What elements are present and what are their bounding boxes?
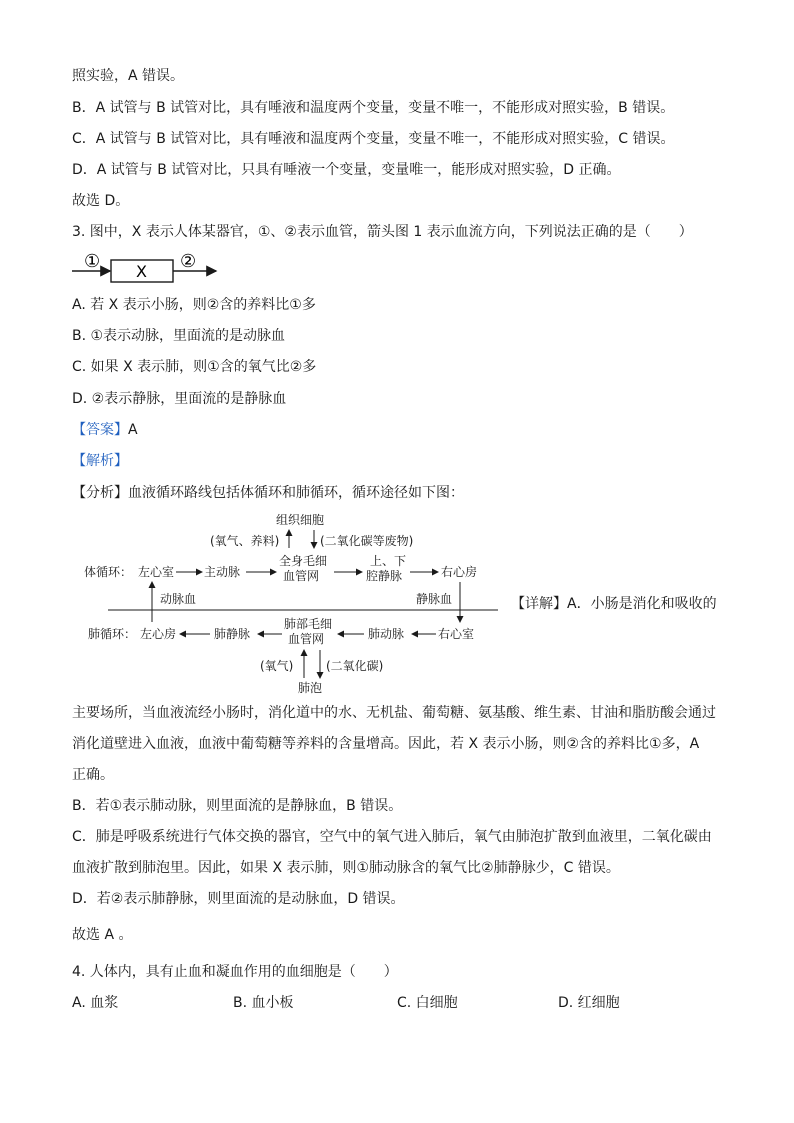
- text-line: 照实验，A 错误。: [72, 68, 185, 84]
- text-line: D．若②表示肺静脉，则里面流的是动脉血，D 错误。: [72, 891, 405, 907]
- text-line: B．若①表示肺动脉，则里面流的是静脉血，B 错误。: [72, 798, 403, 814]
- option-c: C. 如果 X 表示肺，则①含的氧气比②多: [72, 359, 317, 375]
- pulmonary-circulation-label: 肺循环：: [88, 627, 137, 641]
- question-4-stem: 4. 人体内，具有止血和凝血作用的血细胞是（ ）: [72, 964, 398, 980]
- q4-option-b: B. 血小板: [233, 995, 294, 1011]
- detail-first: A．小肠是消化和吸收的: [567, 596, 717, 612]
- q4-option-a: A. 血浆: [72, 995, 119, 1011]
- right-ventricle-label: 右心室: [438, 627, 475, 641]
- oxygen-nutrients-label: (氧气、养料): [210, 534, 280, 548]
- text-line: C．A 试管与 B 试管对比，具有唾液和温度两个变量，变量不唯一，不能形成对照实验，C 错误。: [72, 131, 675, 147]
- organ-x-label: X: [136, 262, 147, 281]
- text-line: 血液扩散到肺泡里。因此，如果 X 表示肺，则①肺动脉含的氧气比②肺静脉少，C 错误。: [72, 860, 620, 876]
- detail-tag: 【详解】: [511, 596, 567, 612]
- left-atrium-label: 左心房: [140, 627, 177, 641]
- explanation-tag: 【解析】: [72, 453, 128, 469]
- co2-label: (二氧化碳): [326, 659, 384, 673]
- systemic-circulation-label: 体循环：: [84, 565, 133, 579]
- option-d: D. ②表示静脉，里面流的是静脉血: [72, 391, 287, 407]
- venae-cavae-label-2: 腔静脉: [366, 569, 403, 583]
- q4-option-c: C. 白细胞: [397, 995, 458, 1011]
- vessel-2-label: ②: [180, 251, 197, 272]
- answer-value: A: [128, 422, 138, 438]
- lung-capillaries-label-1: 肺部毛细: [284, 617, 333, 631]
- question-3-stem: 3. 图中，X 表示人体某器官，①、②表示血管，箭头图 1 表示血流方向，下列说法正确的是（ ）: [72, 224, 693, 240]
- analysis-text: 血液循环路线包括体循环和肺循环，循环途径如下图：: [128, 485, 464, 501]
- body-capillaries-label-2: 血管网: [283, 569, 320, 583]
- option-a: A. 若 X 表示小肠，则②含的养料比①多: [72, 297, 316, 313]
- analysis-line: [72, 483, 464, 503]
- body-capillaries-label-1: 全身毛细: [279, 554, 328, 568]
- analysis-tag: 【分析】: [72, 485, 128, 501]
- blood-circulation-diagram: [80, 510, 505, 695]
- lung-capillaries-label-2: 血管网: [288, 632, 325, 646]
- venous-blood-label: 静脉血: [416, 592, 453, 606]
- vessel-1-label: ①: [84, 251, 101, 272]
- left-ventricle-label: 左心室: [138, 565, 175, 579]
- aorta-label: 主动脉: [204, 565, 241, 579]
- right-atrium-label: 右心房: [441, 565, 478, 579]
- text-line: C．肺是呼吸系统进行气体交换的器官，空气中的氧气进入肺后，氧气由肺泡扩散到血液里，二氧化碳由: [72, 829, 712, 845]
- pulmonary-artery-label: 肺动脉: [368, 627, 405, 641]
- venae-cavae-label-1: 上、下: [370, 554, 407, 568]
- text-line: 正确。: [72, 767, 114, 783]
- option-b: B. ①表示动脉，里面流的是动脉血: [72, 328, 286, 344]
- pulmonary-vein-label: 肺静脉: [214, 627, 251, 641]
- text-line: 故选 D。: [72, 193, 130, 209]
- detail-intro: [511, 594, 717, 614]
- explanation-heading: [72, 451, 128, 471]
- text-line: 主要场所，当血液流经小肠时，消化道中的水、无机盐、葡萄糖、氨基酸、维生素、甘油和脂肪酸会通过: [72, 705, 716, 721]
- oxygen-label: (氧气): [260, 659, 294, 673]
- text-line: 消化道壁进入血液，血液中葡萄糖等养料的含量增高。因此，若 X 表示小肠，则②含的养料比①多，A: [72, 736, 700, 752]
- q4-option-d: D. 红细胞: [558, 995, 620, 1011]
- answer-line: [72, 420, 138, 440]
- figure-1-organ-diagram: [70, 250, 220, 286]
- tissue-cells-label: 组织细胞: [276, 513, 325, 527]
- text-line: 故选 A 。: [72, 927, 133, 943]
- text-line: D．A 试管与 B 试管对比，只具有唾液一个变量，变量唯一，能形成对照实验，D 正确。: [72, 162, 621, 178]
- co2-waste-label: (二氧化碳等废物): [320, 534, 414, 548]
- answer-tag: 【答案】: [72, 422, 128, 438]
- alveoli-label: 肺泡: [298, 681, 323, 695]
- arterial-blood-label: 动脉血: [160, 592, 197, 606]
- text-line: B．A 试管与 B 试管对比，具有唾液和温度两个变量，变量不唯一，不能形成对照实验，B 错误。: [72, 100, 675, 116]
